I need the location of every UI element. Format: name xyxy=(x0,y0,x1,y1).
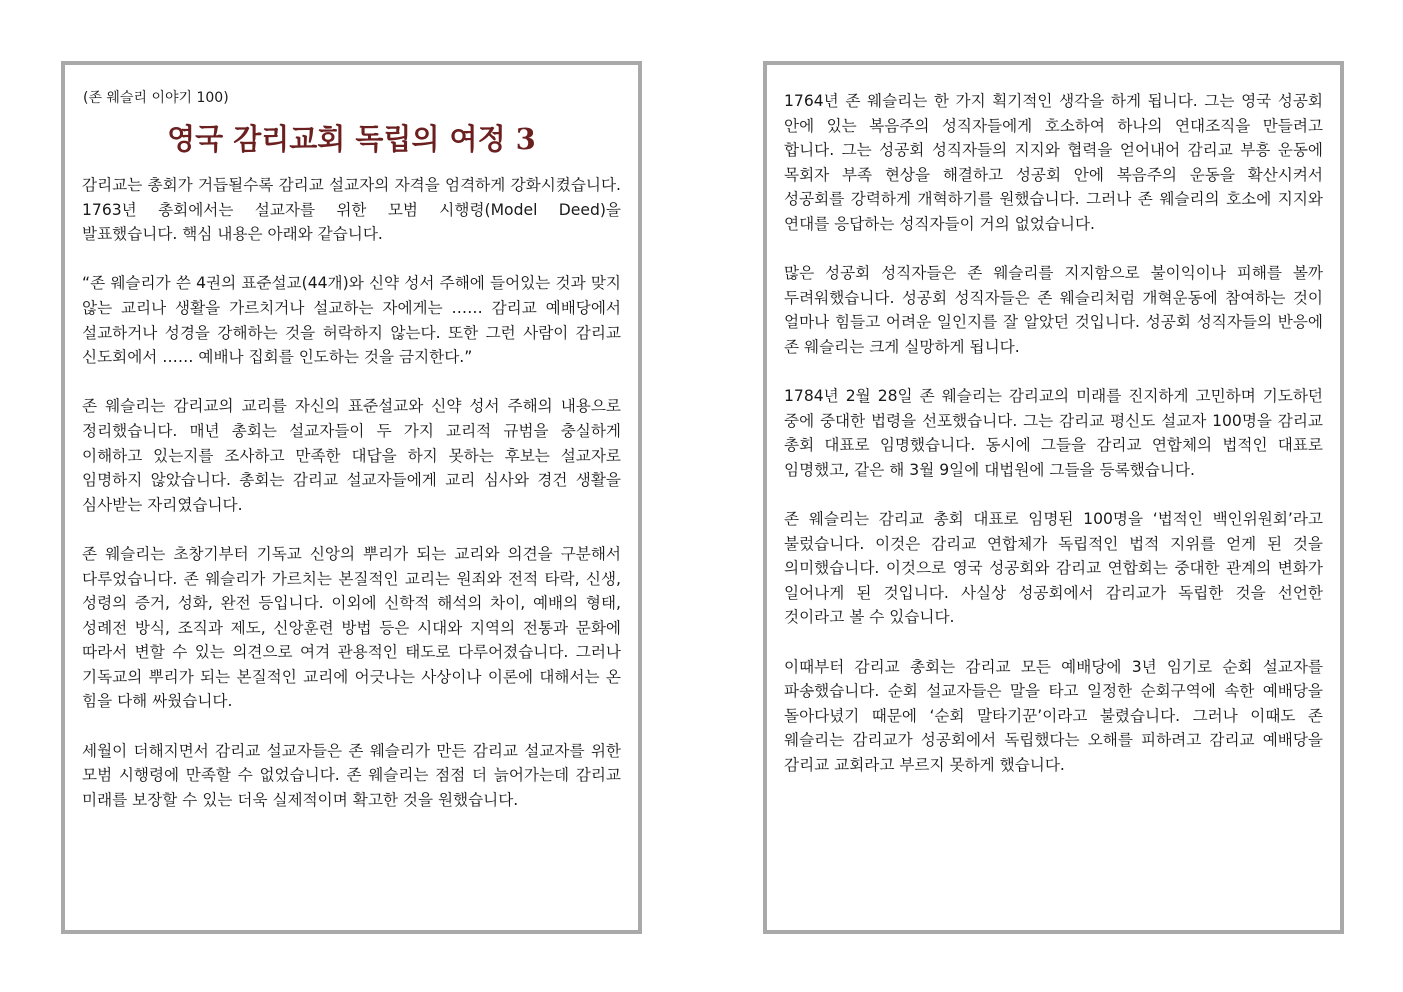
right-page xyxy=(763,61,1344,934)
paragraph-quote: “존 웨슬리가 쓴 4권의 표준설교(44개)와 신약 성서 주해에 들어있는 것과 맞지 않는 교리나 생활을 가르치거나 설교하는 자에게는 …… 감리교 예배당에서 설교하거나 성경을 강해하는 것을 허락하지 않는다. 또한 그런 사람이 감리교 신도회에서 …… 예배나 집회를 인도하는 것을 금지한다.” xyxy=(82,274,621,367)
paragraph: 많은 성공회 성직자들은 존 웨슬리를 지지함으로 불이익이나 피해를 볼까 두려워했습니다. 성공회 성직자들은 존 웨슬리처럼 개혁운동에 참여하는 것이 얼마나 힘들고 어려운 일인지를 잘 알았던 것입니다. 성공회 성직자들의 반응에 존 웨슬리는 크게 실망하게 됩니다. xyxy=(784,264,1323,356)
paragraph: 1764년 존 웨슬리는 한 가지 획기적인 생각을 하게 됩니다. 그는 영국 성공회 안에 있는 복음주의 성직자들에게 호소하여 하나의 연대조직을 만들려고 합니다. 그는 성공회 성직자들의 지지와 협력을 얻어내어 감리교 부흥 운동에 목회자 부족 현상을 해결하고 성공회 안에 복음주의 운동을 확산시켜서 성공회를 강력하게 개혁하기를 원했습니다. 그러나 존 웨슬리의 호소에 지지와 연대를 응답하는 성직자들이 거의 없었습니다. xyxy=(784,92,1323,233)
left-page xyxy=(61,61,642,934)
paragraph: 1784년 2월 28일 존 웨슬리는 감리교의 미래를 진지하게 고민하며 기도하던 중에 중대한 법령을 선포했습니다. 그는 감리교 평신도 설교자 100명을 감리교 총회 대표로 임명했습니다. 동시에 그들을 감리교 연합체의 법적인 대표로 임명했고, 같은 해 3월 9일에 대법원에 그들을 등록했습니다. xyxy=(784,387,1323,479)
paragraph: 이때부터 감리교 총회는 감리교 모든 예배당에 3년 임기로 순회 설교자를 파송했습니다. 순회 설교자들은 말을 타고 일정한 순회구역에 속한 예배당을 돌아다녔기 때문에 ‘순회 말타기꾼’이라고 불렸습니다. 그러나 이때도 존 웨슬리는 감리교가 성공회에서 독립했다는 오해를 피하려고 감리교 예배당을 감리교 교회라고 부르지 못하게 했습니다. xyxy=(784,657,1323,775)
paragraph: 감리교는 총회가 거듭될수록 감리교 설교자의 자격을 엄격하게 강화시켰습니다. 1763년 총회에서는 설교자를 위한 모범 시행령(Model Deed)을 발표했습니다. 핵심 내용은 아래와 같습니다. xyxy=(82,176,621,244)
paragraph: 세월이 더해지면서 감리교 설교자들은 존 웨슬리가 만든 감리교 설교자를 위한 모범 시행령에 만족할 수 없었습니다. 존 웨슬리는 점점 더 늙어가는데 감리교 미래를 보장할 수 있는 더욱 실제적이며 확고한 것을 원했습니다. xyxy=(82,741,621,809)
paragraph: 존 웨슬리는 감리교 총회 대표로 임명된 100명을 ‘법적인 백인위원회’라고 불렀습니다. 이것은 감리교 연합체가 독립적인 법적 지위를 얻게 된 것을 의미했습니다. 이것으로 영국 성공회와 감리교 연합회는 중대한 관계의 변화가 일어나게 된 것입니다. 사실상 성공회에서 감리교가 독립한 것을 선언한 것이라고 볼 수 있습니다. xyxy=(784,510,1323,627)
series-label: (존 웨슬리 이야기 100) xyxy=(83,90,229,106)
paragraph: 존 웨슬리는 초창기부터 기독교 신앙의 뿌리가 되는 교리와 의견을 구분해서 다루었습니다. 존 웨슬리가 가르치는 본질적인 교리는 원죄와 전적 타락, 신생, 성령의 증거, 성화, 완전 등입니다. 이외에 신학적 해석의 차이, 예배의 형태, 성례전 방식, 조직과 제도, 신앙훈련 방법 등은 시대와 지역의 전통과 문화에 따라서 변할 수 있는 의견으로 여겨 관용적인 태도로 다루어졌습니다. 그러나 기독교의 뿌리가 되는 본질적인 교리에 어긋나는 사상이나 이론에 대해서는 온 힘을 다해 싸웠습니다. xyxy=(82,544,621,711)
document-title: 영국 감리교회 독립의 여정 3 xyxy=(167,122,536,156)
paragraph: 존 웨슬리는 감리교의 교리를 자신의 표준설교와 신약 성서 주해의 내용으로 정리했습니다. 매년 총회는 설교자들이 두 가지 교리적 규범을 충실하게 이해하고 있는지를 조사하고 만족한 대답을 하지 못하는 후보는 설교자로 임명하지 않았습니다. 총회는 감리교 설교자들에게 교리 심사와 경건 생활을 심사받는 자리였습니다. xyxy=(82,397,621,514)
